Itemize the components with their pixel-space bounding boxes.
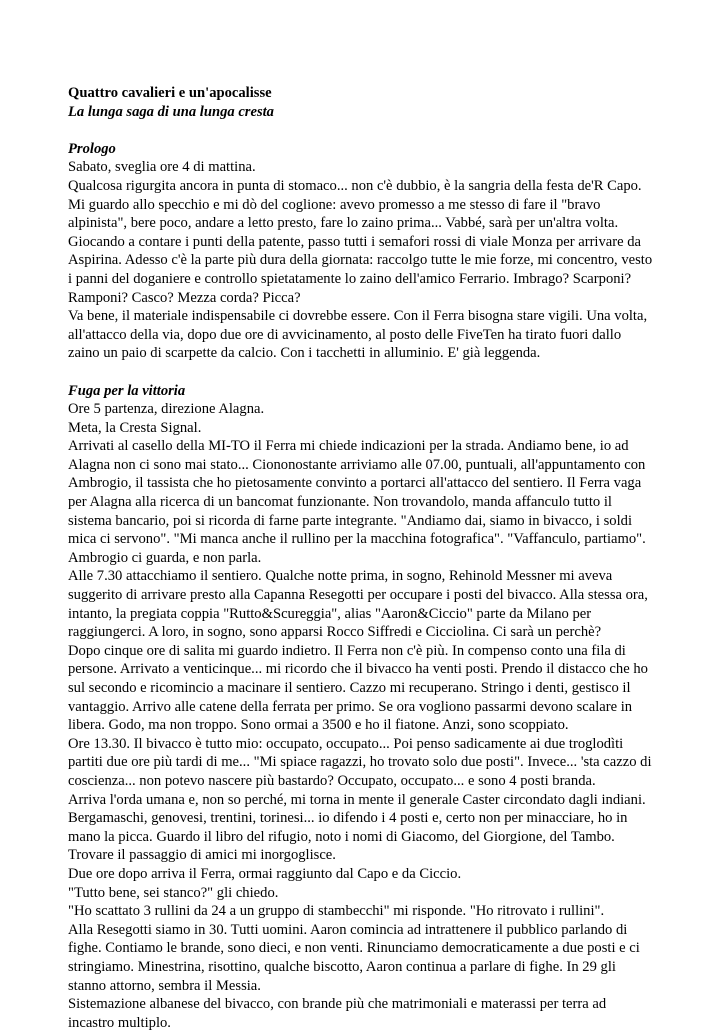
text-line: Alagna non ci sono mai stato... Ciononostante arriviamo alle 07.00, puntuali, all'appuntamento con	[68, 456, 668, 475]
text-line: incastro multiplo.	[68, 1014, 668, 1032]
text-line: Va bene, il materiale indispensabile ci dovrebbe essere. Con il Ferra bisogna stare vigili. Una volta,	[68, 307, 668, 326]
section	[68, 140, 668, 363]
section	[68, 382, 668, 1032]
text-line: Ramponi? Casco? Mezza corda? Picca?	[68, 289, 668, 308]
text-line: i panni del doganiere e controllo spietatamente lo zaino dell'amico Ferrario. Imbrago? Scarponi?	[68, 270, 668, 289]
text-line: per Alagna alla ricerca di un bancomat funzionante. Non trovandolo, manda affanculo tutto il	[68, 493, 668, 512]
text-line: Arrivati al casello della MI-TO il Ferra mi chiede indicazioni per la strada. Andiamo bene, io ad	[68, 437, 668, 456]
text-line: Sabato, sveglia ore 4 di mattina.	[68, 158, 668, 177]
text-line: libera. Godo, ma non troppo. Sono ormai a 3500 e ho il fiatone. Anzi, sono scoppiato.	[68, 716, 668, 735]
text-line: Alla Resegotti siamo in 30. Tutti uomini. Aaron comincia ad intrattenere il pubblico parlando di	[68, 921, 668, 940]
text-line: persone. Arrivato a venticinque... mi ricordo che il bivacco ha venti posti. Prendo il distacco che ho	[68, 660, 668, 679]
text-line: vantaggio. Arrivo alle catene della ferrata per primo. Se ora vogliono passarmi devono scalare in	[68, 698, 668, 717]
document-body	[68, 140, 668, 1032]
text-line: Bergamaschi, genovesi, trentini, torinesi... io difendo i 4 posti e, certo non per minacciare, ho in	[68, 809, 668, 828]
document-title: Quattro cavalieri e un'apocalisse	[68, 84, 668, 103]
text-line: stanno attorno, sembra il Messia.	[68, 977, 668, 996]
text-line: mano la picca. Guardo il libro del rifugio, noto i nomi di Giacomo, del Giorgione, del Tambo.	[68, 828, 668, 847]
spacer	[68, 121, 668, 140]
text-line: mica ci servono". "Mi manca anche il rullino per la macchina fotografica". "Vaffanculo, partiamo".	[68, 530, 668, 549]
text-line: "Tutto bene, sei stanco?" gli chiedo.	[68, 884, 668, 903]
text-line: Mi guardo allo specchio e mi dò del coglione: avevo promesso a me stesso di fare il "bravo	[68, 196, 668, 215]
text-line: Ore 13.30. Il bivacco è tutto mio: occupato, occupato... Poi penso sadicamente ai due troglodìti	[68, 735, 668, 754]
text-line: Ore 5 partenza, direzione Alagna.	[68, 400, 668, 419]
text-line: sistema bancario, poi si ricorda di farne parte integrante. "Andiamo dai, siamo in bivacco, i soldi	[68, 512, 668, 531]
text-line: coscienza... non potevo nascere più bastardo? Occupato, occupato... e sono 4 posti branda.	[68, 772, 668, 791]
text-line: Trovare il passaggio di amici mi inorgoglisce.	[68, 846, 668, 865]
text-line: Due ore dopo arriva il Ferra, ormai raggiunto dal Capo e da Ciccio.	[68, 865, 668, 884]
text-line: Meta, la Cresta Signal.	[68, 419, 668, 438]
text-line: Alle 7.30 attacchiamo il sentiero. Qualche notte prima, in sogno, Rehinold Messner mi aveva	[68, 567, 668, 586]
text-line: Sistemazione albanese del bivacco, con brande più che matrimoniali e materassi per terra ad	[68, 995, 668, 1014]
text-line: raggiungerci. A loro, in sogno, sono apparsi Rocco Siffredi e Cicciolina. Ci sarà un perchè?	[68, 623, 668, 642]
text-line: alpinista", bere poco, andare a letto presto, fare lo zaino prima... Vabbé, sarà per un'altra volta.	[68, 214, 668, 233]
section-heading: Fuga per la vittoria	[68, 382, 668, 401]
spacer	[68, 363, 668, 382]
text-line: Arriva l'orda umana e, non so perché, mi torna in mente il generale Caster circondato dagli indiani.	[68, 791, 668, 810]
text-line: Dopo cinque ore di salita mi guardo indietro. Il Ferra non c'è più. In compenso conto una fila di	[68, 642, 668, 661]
text-line: Ambrogio, il tassista che ho pietosamente convinto a portarci all'attacco del sentiero. Il Ferra vaga	[68, 474, 668, 493]
text-line: Giocando a contare i punti della patente, passo tutti i semafori rossi di viale Monza per arrivare da	[68, 233, 668, 252]
text-line: Qualcosa rigurgita ancora in punta di stomaco... non c'è dubbio, è la sangria della festa de'R Capo.	[68, 177, 668, 196]
text-line: intanto, la pregiata coppia "Rutto&Scureggia", alias "Aaron&Ciccio" parte da Milano per	[68, 605, 668, 624]
text-line: fighe. Contiamo le brande, sono dieci, e non venti. Rinunciamo democraticamente a due posti e ci	[68, 939, 668, 958]
text-line: Aspirina. Adesso c'è la parte più dura della giornata: raccolgo tutte le mie forze, mi concentro, vesto	[68, 251, 668, 270]
document-page	[68, 84, 668, 1032]
text-line: suggerito di arrivare presto alla Capanna Resegotti per occupare i posti del bivacco. Alla stessa ora,	[68, 586, 668, 605]
text-line: stringiamo. Minestrina, risottino, qualche biscotto, Aaron continua a parlare di fighe. In 29 gli	[68, 958, 668, 977]
text-line: zaino un paio di scarpette da calcio. Con i tacchetti in alluminio. E' già leggenda.	[68, 344, 668, 363]
text-line: partiti due ore più tardi di me... "Mi spiace ragazzi, ho trovato solo due posti". Invece... 'sta cazzo di	[68, 753, 668, 772]
section-heading: Prologo	[68, 140, 668, 159]
text-line: all'attacco della via, dopo due ore di avvicinamento, al posto delle FiveTen ha tirato fuori dallo	[68, 326, 668, 345]
text-line: Ambrogio ci guarda, e non parla.	[68, 549, 668, 568]
text-line: "Ho scattato 3 rullini da 24 a un gruppo di stambecchi" mi risponde. "Ho ritrovato i rullini".	[68, 902, 668, 921]
text-line: sul secondo e ricomincio a macinare il sentiero. Cazzo mi recuperano. Stringo i denti, gestisco il	[68, 679, 668, 698]
document-subtitle: La lunga saga di una lunga cresta	[68, 103, 668, 122]
